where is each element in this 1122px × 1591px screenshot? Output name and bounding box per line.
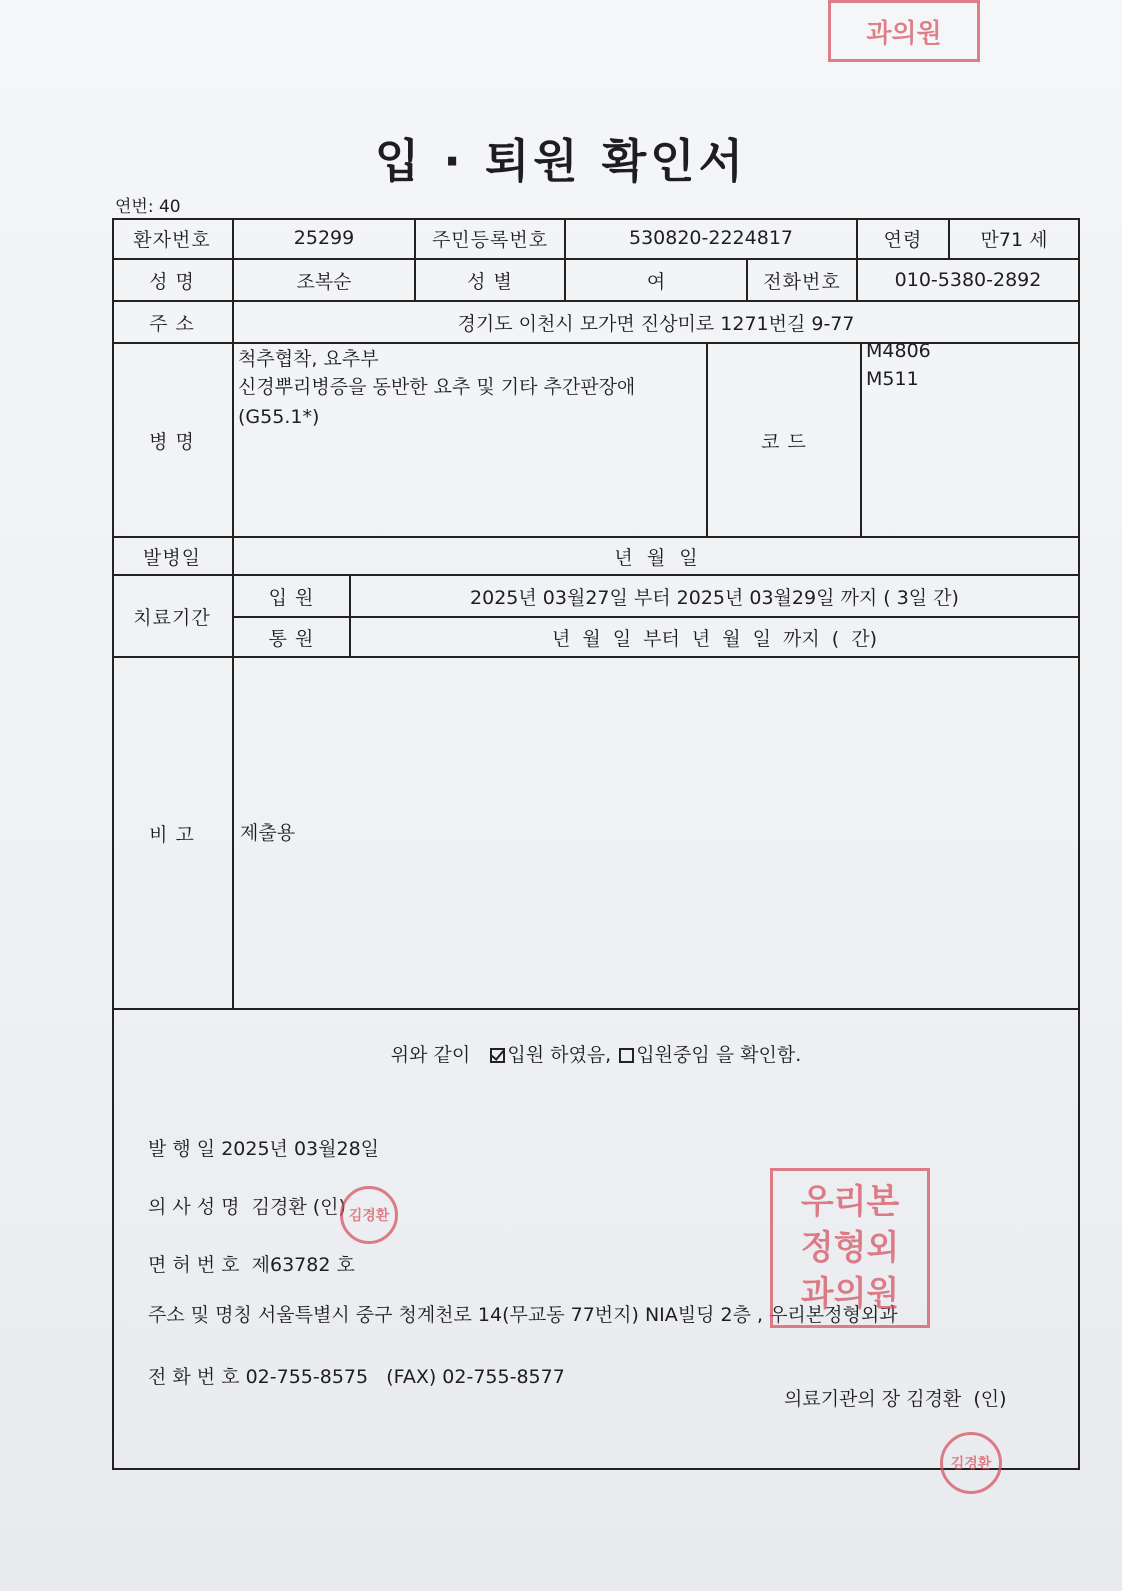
institution-address-value: 서울특별시 중구 청계천로 14(무교동 77번지) NIA빌딩 2층 , 우리본정형외과 <box>257 1304 898 1326</box>
value-remarks: 제출용 <box>240 822 296 844</box>
label-resident-number: 주민등록번호 <box>431 228 549 251</box>
license-label: 면 허 번 호 <box>148 1254 240 1276</box>
diagnosis-code-1: M4806 <box>866 340 931 362</box>
confirmation-statement <box>112 1040 1080 1067</box>
serial-value: 40 <box>158 197 181 217</box>
confirm-option-hospitalized: 입원중임 <box>636 1044 710 1066</box>
seal-text-head: 김경환 <box>950 1456 992 1472</box>
value-phone: 010-5380-2892 <box>894 269 1042 291</box>
confirm-prefix: 위와 같이 <box>390 1044 471 1066</box>
label-sex: 성 별 <box>467 270 513 293</box>
diagnosis-line-2: 신경뿌리병증을 동반한 요추 및 기타 추간판장애 <box>238 376 636 398</box>
doctor-seal <box>340 1186 398 1244</box>
label-inpatient: 입 원 <box>268 586 315 609</box>
label-onset-date: 발병일 <box>142 546 202 569</box>
institution-head <box>784 1384 1007 1411</box>
serial-label: 연번: <box>115 197 154 217</box>
label-outpatient: 통 원 <box>268 627 315 650</box>
label-code: 코 드 <box>761 430 807 453</box>
label-patient-number: 환자번호 <box>133 228 211 251</box>
label-diagnosis: 병 명 <box>149 430 195 453</box>
confirm-option-admitted: 입원 하였음, <box>507 1044 612 1066</box>
label-phone: 전화번호 <box>763 270 841 293</box>
doctor-name <box>148 1192 346 1219</box>
institution-phone <box>148 1362 565 1389</box>
doctor-name-label: 의 사 성 명 <box>148 1196 240 1218</box>
value-address: 경기도 이천시 모가면 진상미로 1271번길 9-77 <box>457 312 855 335</box>
seal-text-main: 우리본 정형외 과의원 <box>800 1182 900 1314</box>
value-patient-number: 25299 <box>293 227 355 249</box>
serial-number <box>115 192 181 217</box>
issue-date <box>148 1134 379 1161</box>
value-name: 조복순 <box>296 270 352 293</box>
label-name: 성 명 <box>149 270 195 293</box>
institution-head-seal-mark: (인) <box>973 1388 1007 1410</box>
seal-text-top: 과의원 <box>866 18 942 49</box>
label-age: 연령 <box>883 228 923 251</box>
head-seal <box>940 1432 1002 1494</box>
diagnosis-line-3: (G55.1*) <box>238 406 320 428</box>
hospital-seal-main <box>770 1168 930 1328</box>
institution-head-label: 의료기관의 장 <box>784 1388 901 1410</box>
value-age: 만71 세 <box>980 228 1048 251</box>
hospital-seal-top <box>828 0 980 62</box>
institution-fax-value: (FAX) 02-755-8577 <box>386 1366 565 1388</box>
confirmation-form-table <box>112 218 1080 1470</box>
license-number <box>148 1250 355 1277</box>
value-resident-number: 530820-2224817 <box>628 227 793 249</box>
seal-text-doctor: 김경환 <box>348 1208 390 1224</box>
diagnosis-code-2: M511 <box>866 368 919 390</box>
checkbox-hospitalized-empty-icon <box>619 1048 634 1063</box>
confirm-suffix: 을 확인함. <box>715 1044 802 1066</box>
institution-address-label: 주소 및 명칭 <box>148 1304 252 1326</box>
doctor-seal-mark: (인) <box>312 1196 346 1218</box>
label-remarks: 비 고 <box>149 823 195 846</box>
diagnosis-line-1: 척추협착, 요추부 <box>238 348 379 370</box>
value-onset-date: 년 월 일 <box>614 546 698 569</box>
doctor-name-value: 김경환 <box>251 1196 307 1218</box>
institution-phone-value: 02-755-8575 <box>245 1366 369 1388</box>
label-treatment-period: 치료기간 <box>133 606 211 629</box>
license-value: 제63782 호 <box>251 1254 355 1276</box>
document-title: 입 · 퇴원 확인서 <box>374 134 748 188</box>
institution-phone-label: 전 화 번 호 <box>148 1366 240 1388</box>
issue-date-label: 발 행 일 <box>148 1138 216 1160</box>
value-sex: 여 <box>646 270 666 293</box>
label-address: 주 소 <box>149 312 195 335</box>
issue-date-value: 2025년 03월28일 <box>221 1138 380 1160</box>
checkbox-admitted-checked-icon <box>490 1048 505 1063</box>
institution-head-name: 김경환 <box>906 1388 962 1410</box>
value-inpatient-period: 2025년 03월27일 부터 2025년 03월29일 까지 ( 3일 간) <box>470 586 959 609</box>
value-outpatient-period: 년 월 일 부터 년 월 일 까지 ( 간) <box>551 627 878 650</box>
